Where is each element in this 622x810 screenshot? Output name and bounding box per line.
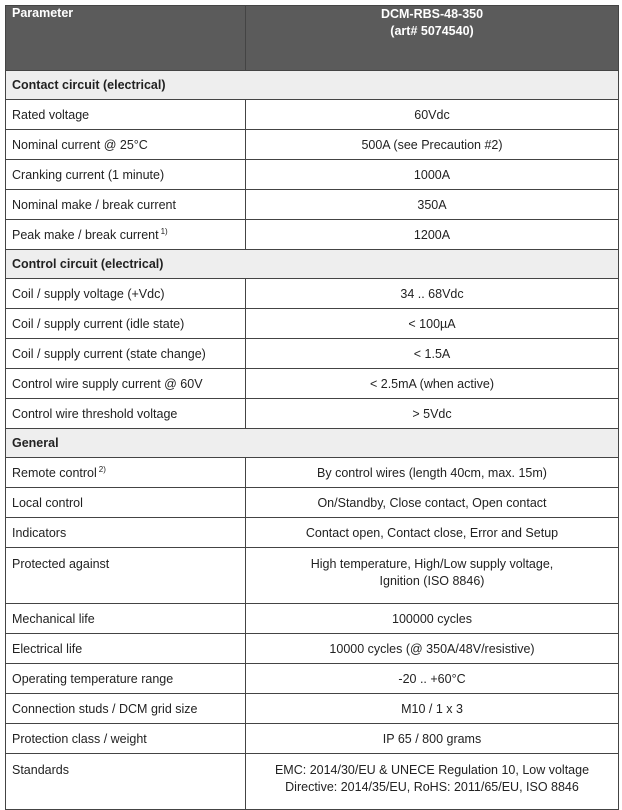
table-row <box>6 604 619 634</box>
row-label: Nominal current @ 25°C <box>6 130 246 160</box>
table-row <box>6 130 619 160</box>
section-title: Contact circuit (electrical) <box>6 71 619 100</box>
row-value: M10 / 1 x 3 <box>246 694 619 724</box>
row-label: Control wire supply current @ 60V <box>6 369 246 399</box>
row-value: By control wires (length 40cm, max. 15m) <box>246 458 619 488</box>
row-label: Mechanical life <box>6 604 246 634</box>
row-value: < 100µA <box>246 309 619 339</box>
section-row <box>6 429 619 458</box>
row-label: Coil / supply voltage (+Vdc) <box>6 279 246 309</box>
row-value: -20 .. +60°C <box>246 664 619 694</box>
table-row <box>6 369 619 399</box>
table-row <box>6 190 619 220</box>
table-row <box>6 100 619 130</box>
section-row <box>6 250 619 279</box>
value-line: EMC: 2014/30/EU & UNECE Regulation 10, Low voltage <box>274 763 590 777</box>
header-parameter: Parameter <box>6 6 246 71</box>
row-label: Nominal make / break current <box>6 190 246 220</box>
value-line: Ignition (ISO 8846) <box>379 574 485 588</box>
row-value <box>246 754 619 810</box>
row-value: 100000 cycles <box>246 604 619 634</box>
row-label-cell <box>6 220 246 250</box>
row-label: Protection class / weight <box>6 724 246 754</box>
table-row <box>6 754 619 810</box>
row-value: 500A (see Precaution #2) <box>246 130 619 160</box>
article-number: (art# 5074540) <box>390 24 474 38</box>
footnote-marker: 1) <box>160 227 168 236</box>
table-row <box>6 220 619 250</box>
table-row <box>6 309 619 339</box>
row-value: IP 65 / 800 grams <box>246 724 619 754</box>
row-label-cell <box>6 458 246 488</box>
row-label: Protected against <box>6 548 246 604</box>
table-row <box>6 339 619 369</box>
row-label: Coil / supply current (idle state) <box>6 309 246 339</box>
row-value: 1000A <box>246 160 619 190</box>
table-row <box>6 458 619 488</box>
row-label: Standards <box>6 754 246 810</box>
table-row <box>6 694 619 724</box>
table-row <box>6 724 619 754</box>
row-value: 34 .. 68Vdc <box>246 279 619 309</box>
footnote-marker: 2) <box>98 465 106 474</box>
row-label: Operating temperature range <box>6 664 246 694</box>
table-row <box>6 548 619 604</box>
row-label: Remote control <box>12 466 97 480</box>
model-name: DCM-RBS-48-350 <box>380 7 484 21</box>
row-label: Coil / supply current (state change) <box>6 339 246 369</box>
row-label: Peak make / break current <box>12 228 159 242</box>
spec-table <box>5 5 619 810</box>
table-row <box>6 518 619 548</box>
row-label: Cranking current (1 minute) <box>6 160 246 190</box>
table-row <box>6 160 619 190</box>
row-value: < 1.5A <box>246 339 619 369</box>
row-value: 350A <box>246 190 619 220</box>
row-label: Local control <box>6 488 246 518</box>
section-title: Control circuit (electrical) <box>6 250 619 279</box>
row-value: Contact open, Contact close, Error and Setup <box>246 518 619 548</box>
row-value: 10000 cycles (@ 350A/48V/resistive) <box>246 634 619 664</box>
row-label: Electrical life <box>6 634 246 664</box>
table-row <box>6 488 619 518</box>
table-row <box>6 399 619 429</box>
table-row <box>6 664 619 694</box>
table-row <box>6 634 619 664</box>
row-value: < 2.5mA (when active) <box>246 369 619 399</box>
value-line: High temperature, High/Low supply voltage, <box>310 557 554 571</box>
row-value: 60Vdc <box>246 100 619 130</box>
section-row <box>6 71 619 100</box>
row-value: > 5Vdc <box>246 399 619 429</box>
row-label: Control wire threshold voltage <box>6 399 246 429</box>
row-label: Rated voltage <box>6 100 246 130</box>
row-value: On/Standby, Close contact, Open contact <box>246 488 619 518</box>
row-value <box>246 548 619 604</box>
value-line: Directive: 2014/35/EU, RoHS: 2011/65/EU, ISO 8846 <box>285 780 579 794</box>
table-row <box>6 279 619 309</box>
row-value: 1200A <box>246 220 619 250</box>
row-label: Indicators <box>6 518 246 548</box>
row-label: Connection studs / DCM grid size <box>6 694 246 724</box>
section-title: General <box>6 429 619 458</box>
header-model <box>246 6 619 71</box>
header-row <box>6 6 619 71</box>
